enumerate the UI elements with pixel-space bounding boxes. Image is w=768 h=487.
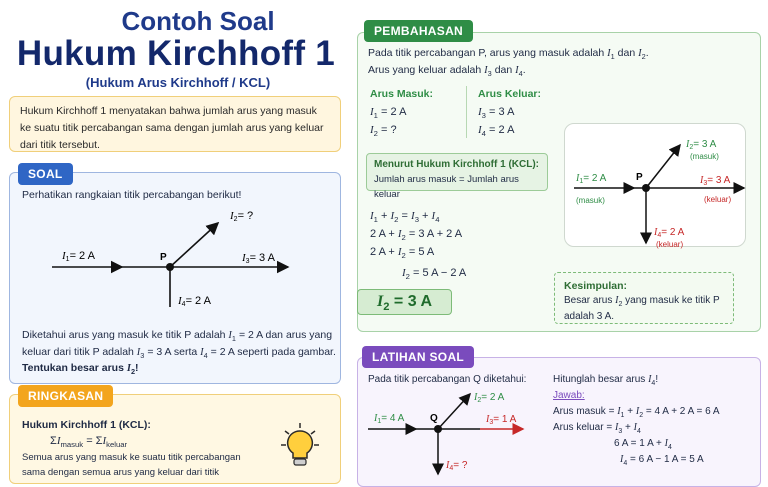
latihan-ans-4: $I_4 = 6$ A − 1 A = 5 A <box>620 454 704 467</box>
pemb-i3-note: (keluar) <box>704 195 732 204</box>
final-answer: $I_2 = 3$ A <box>357 289 452 315</box>
page-subtitle: (Hukum Arus Kirchhoff / KCL) <box>85 75 271 90</box>
latihan-prompt: Pada titik percabangan Q diketahui: <box>368 374 527 385</box>
svg-text:I2= 3 A: $I_2= 3$ A <box>686 139 717 151</box>
svg-text:I1= 2 A: $I_1= 2$ A <box>576 173 607 185</box>
arus-keluar-i4: $I_4 = 2$ A <box>478 124 515 139</box>
svg-text:I4= ?: $I_4=$ ? <box>446 460 468 472</box>
pemb-i2-note: (masuk) <box>690 152 719 161</box>
intro-text: Hukum Kirchhoff 1 menyatakan bahwa jumlah arus yang masuk ke suatu titik percabangan sama dengan jumlah arus yang keluar dari titik tersebut. <box>20 105 324 151</box>
pembahasan-junction-diagram <box>564 123 764 253</box>
jawab-label: Jawab: <box>553 390 585 401</box>
ringkasan-text: Semua arus yang masuk ke suatu titik percabangan sama dengan semua arus yang keluar dari titik <box>22 452 241 478</box>
arus-masuk-i1: $I_1 = 2$ A <box>370 106 407 121</box>
pemb-node-label: P <box>636 172 643 183</box>
step-3: 2 $A + I_2 = 5$ A <box>370 246 435 261</box>
svg-text:I3= 3 A: I3= 3 A <box>242 252 275 265</box>
soal-node-label: P <box>160 252 167 263</box>
soal-i4-value: = 2 A <box>185 295 211 307</box>
arus-masuk-i2: $I_2$ = ? <box>370 124 397 139</box>
step-2: 2 $A + I_2 = 3$ A + 2 A <box>370 228 463 243</box>
soal-prompt: Perhatikan rangkaian titik percabangan berikut! <box>22 189 242 201</box>
svg-text:I4= 2 A: $I_4= 2$ A <box>654 227 685 239</box>
svg-text:I2= ?: I2= ? <box>230 210 254 223</box>
column-divider <box>466 86 467 138</box>
page-title: Hukum Kirchhoff 1 <box>16 34 336 73</box>
soal-card <box>9 167 341 384</box>
svg-text:I2= 2 A: $I_2= 2$ A <box>474 392 505 404</box>
pemb-i4-note: (keluar) <box>656 240 684 249</box>
svg-text:I1= 2 A: I1= 2 A <box>62 250 95 263</box>
kesimpulan-box <box>554 272 734 324</box>
svg-text:I4= 2 A: I4= 2 A <box>178 295 211 308</box>
latihan-ans-1: Arus masuk = $I_1 + I_2 = 4$ A + 2 A = 6 A <box>553 406 720 419</box>
soal-junction-diagram <box>10 201 340 321</box>
svg-text:I3= 1 A: $I_3= 1$ A <box>486 414 517 426</box>
ringkasan-formula: $\Sigma I_{masuk} = \Sigma I_{keluar}$ <box>50 435 128 450</box>
kesimpulan-text: Besar arus $I_2$ yang masuk ke titik P adalah 3 A. <box>564 295 720 323</box>
soal-i3-value: = 3 A <box>249 252 275 264</box>
soal-i1-value: = 2 A <box>69 250 95 262</box>
pembahasan-tag: PEMBAHASAN <box>364 20 473 42</box>
arus-keluar-i3: $I_3 = 3$ A <box>478 106 515 121</box>
kcl-box <box>366 153 548 200</box>
svg-text:I3= 3 A: $I_3= 3$ A <box>700 175 731 187</box>
svg-text:I1= 4 A: $I_1= 4$ A <box>374 413 405 425</box>
kesimpulan-heading: Kesimpulan: <box>564 280 628 292</box>
step-1: $I_1 + I_2 = I_3 + I_4$ <box>370 210 440 225</box>
pembahasan-intro: Pada titik percabangan P, arus yang masuk adalah $I_1$ dan $I_2$. Arus yang keluar adalah $I_3$ dan $I_4$. <box>368 47 649 79</box>
soal-wire-i2 <box>170 223 218 267</box>
kcl-heading: Menurut Hukum Kirchhoff 1 (KCL): <box>374 159 539 170</box>
soal-i2-value: = ? <box>237 210 254 222</box>
intro-box <box>9 96 341 152</box>
lat-node-label: Q <box>430 413 438 424</box>
arus-masuk-heading: Arus Masuk: <box>370 88 434 100</box>
ringkasan-tag: RINGKASAN <box>18 385 113 407</box>
pemb-i1-note: (masuk) <box>576 196 605 205</box>
latihan-tag: LATIHAN SOAL <box>362 346 474 368</box>
latihan-junction-diagram <box>358 384 548 474</box>
kcl-text: Jumlah arus masuk = Jumlah arus keluar <box>374 174 519 200</box>
ringkasan-card <box>9 389 341 484</box>
soal-node-dot <box>166 263 174 271</box>
arus-keluar-heading: Arus Keluar: <box>478 88 542 100</box>
step-4: $I_2 = 5$ A − 2 A <box>402 267 467 282</box>
ringkasan-law: Hukum Kirchhoff 1 (KCL): <box>22 419 151 431</box>
latihan-ans-2: Arus keluar = $I_3 + I_4$ <box>553 422 641 435</box>
soal-question: Tentukan besar arus $I_2$! <box>22 362 139 377</box>
soal-tag: SOAL <box>18 163 73 185</box>
latihan-task: Hitunglah besar arus $I_4$! <box>553 374 659 387</box>
soal-description: Diketahui arus yang masuk ke titik P adalah $I_1 = 2$ A dan arus yang keluar dari titik P adalah $I_3 = 3$ A serta $I_4 = 2$ A seperti pada gambar. <box>22 329 336 361</box>
title-top: Contoh Soal <box>121 6 275 36</box>
latihan-ans-3: 6 A = 1 $A + I_4$ <box>614 438 672 451</box>
lightbulb-icon <box>280 421 320 471</box>
latihan-card <box>357 350 761 487</box>
